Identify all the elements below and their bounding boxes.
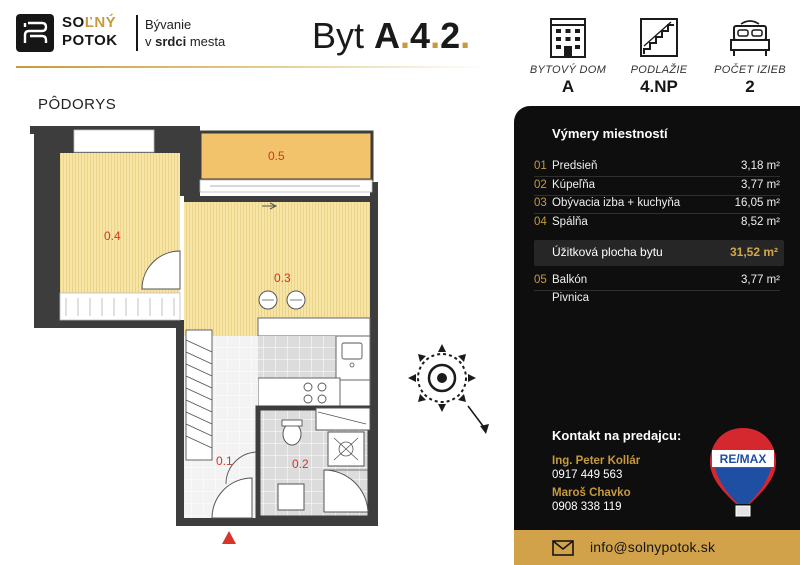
- bath-cabinet: [316, 408, 370, 430]
- agent-name: Maroš Chavko: [552, 487, 631, 499]
- measure-row: 01 Predsieň 3,18 m²: [534, 160, 780, 172]
- contact-email[interactable]: info@solnypotok.sk: [590, 539, 716, 555]
- brand-tagline: Bývanie v srdci mesta: [145, 17, 226, 49]
- measure-row: 04 Spálňa 8,52 m²: [534, 216, 780, 228]
- measure-row: 05 Balkón 3,77 m²: [534, 274, 780, 286]
- email-bar[interactable]: [514, 530, 800, 565]
- mail-icon: [552, 540, 574, 556]
- kitchen-cooktop: [258, 378, 340, 408]
- room-label-01: 0.1: [216, 454, 233, 468]
- wall-bedroom-bottom: [34, 320, 184, 328]
- remax-logo-text: RE/MAX: [719, 452, 767, 466]
- plan-title: PÔDORYS: [38, 96, 117, 113]
- stat-floor: [614, 14, 704, 97]
- total-area-value: 31,52 m²: [729, 245, 778, 259]
- stairs-icon: [614, 14, 704, 58]
- apartment-title: Byt A.4.2.: [312, 15, 471, 56]
- remax-balloon-logo: [706, 424, 780, 522]
- measure-row: 03 Obývacia izba + kuchyňa 16,05 m²: [534, 197, 780, 209]
- agent-phone[interactable]: 0917 449 563: [552, 469, 623, 481]
- brand-name: SOĽNÝ POTOK: [62, 14, 118, 49]
- stat-rooms-caption: POČET IZIEB: [714, 64, 786, 76]
- stat-building-value: A: [561, 77, 575, 96]
- room-label-04: 0.4: [104, 229, 121, 243]
- stat-floor-caption: PODLAŽIE: [630, 64, 688, 76]
- total-area-label: Úžitková plocha bytu: [552, 245, 663, 259]
- agent-phone[interactable]: 0908 338 119: [552, 501, 622, 513]
- wall-left: [34, 126, 60, 328]
- measurements-title: Výmery miestností: [552, 126, 668, 141]
- bed-icon: [705, 14, 795, 58]
- stat-rooms-value: 2: [745, 77, 755, 96]
- wardrobe: [186, 330, 212, 460]
- wall-hall-left: [176, 320, 184, 525]
- room-living: [184, 196, 370, 336]
- kitchen-counter: [336, 336, 370, 408]
- room-label-02: 0.2: [292, 457, 309, 471]
- stat-rooms: [705, 14, 795, 97]
- building-icon: [523, 14, 613, 58]
- measurements-panel: [514, 106, 800, 565]
- stat-building-caption: BYTOVÝ DOM: [529, 64, 607, 76]
- contact-title: Kontakt na predajcu:: [552, 428, 682, 443]
- washbasin-icon: [278, 484, 304, 510]
- entrance-marker-icon: [222, 531, 236, 544]
- stat-building: [523, 14, 613, 97]
- measure-row: Pivnica: [552, 292, 590, 304]
- measure-row: 02 Kúpeľňa 3,77 m²: [534, 179, 780, 191]
- bedroom-window: [74, 130, 154, 152]
- total-area-bar: [534, 240, 784, 266]
- room-label-05: 0.5: [268, 149, 285, 163]
- dining-counter: [258, 318, 370, 336]
- agent-name: Ing. Peter Kollár: [552, 455, 641, 467]
- stat-floor-value: 4.NP: [640, 77, 678, 96]
- compass-icon: [408, 344, 489, 434]
- room-label-03: 0.3: [274, 271, 291, 285]
- room-balcony: [200, 132, 372, 180]
